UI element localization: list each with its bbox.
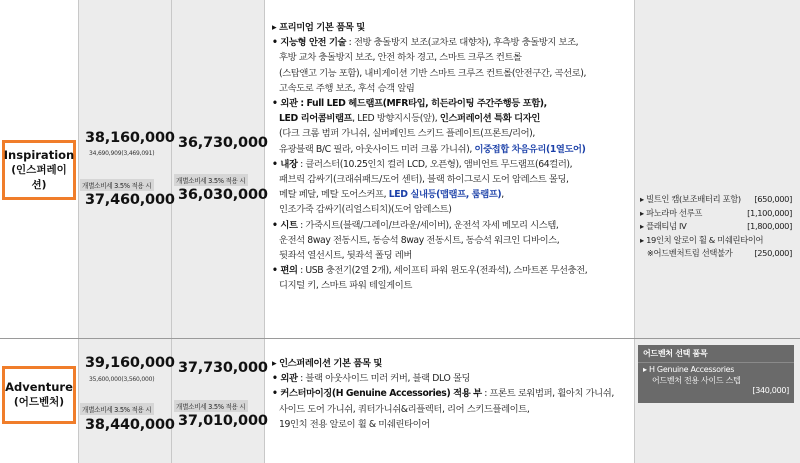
feature-highlight: LED 실내등(맵램프, 룸램프) xyxy=(388,189,502,201)
feature-text: : 가죽시트(블랙/그레이/브라운/세이버), 운전석 자세 메모리 시스템, xyxy=(297,219,559,231)
option-price: [1,800,000] xyxy=(747,221,792,232)
option-price: [250,000] xyxy=(754,248,792,259)
option-price: [1,100,000] xyxy=(747,207,792,218)
feature-heading: ▸ 인스퍼레이션 기본 품목 및 xyxy=(272,358,383,369)
feature-text: (다크 크롬 범퍼 가니쉬, 실버페인트 스키드 플레이트(프론트/리어), xyxy=(279,128,535,140)
adventure-option-price: [340,000] xyxy=(752,386,789,395)
feature-text: , xyxy=(501,189,504,201)
trim-label-adventure xyxy=(2,366,76,424)
feature-text: LED 리어콤비램프 xyxy=(279,113,353,125)
option-item xyxy=(640,247,792,261)
option-item xyxy=(640,207,792,221)
feature-text: : 클러스터(10.25인치 컬러 LCD, 오픈형), 앰비언트 무드램프(64컬러), xyxy=(297,158,573,170)
feature-text: 인조가죽 감싸기(리얼스티치)(도어 암레스트) xyxy=(279,204,452,216)
feature-text: 19인치 전용 알로이 휠 & 미쉐린타이어 xyxy=(279,418,430,430)
trim-name-en: Adventure xyxy=(5,380,73,394)
adventure-option-item: ▸ H Genuine Accessories xyxy=(643,365,735,374)
price-inspiration: 38,160,000 xyxy=(85,130,175,146)
option-label: ▸ 19인치 알로이 휠 & 미쉐린타이어 xyxy=(640,234,764,245)
adventure-option-box xyxy=(638,345,794,403)
feature-category: • 시트 xyxy=(272,219,298,231)
price-column xyxy=(78,0,171,463)
option-price: [650,000] xyxy=(754,194,792,204)
divider xyxy=(171,0,172,463)
option-label: ▸ 플래티넘 IV xyxy=(640,221,687,232)
tax-label-2: 개별소비세 3.5% 적용 시 xyxy=(174,400,248,412)
inspiration-option-list xyxy=(640,193,792,261)
option-label: ▸ 파노라마 선루프 xyxy=(640,207,703,218)
feature-category: • 내장 xyxy=(272,158,298,170)
trim-name-ko: (인스퍼레이션) xyxy=(11,163,67,191)
tax-label-2: 개별소비세 3.5% 적용 시 xyxy=(174,174,248,186)
divider xyxy=(264,0,265,463)
feature-text: : USB 충전기(2열 2개), 세이프티 파워 윈도우(전좌석), 스마트폰 무선충전, xyxy=(297,265,588,277)
row-divider xyxy=(0,338,800,339)
tax-label: 개별소비세 3.5% 적용 시 xyxy=(80,403,154,415)
feature-text: 메탈 페달, 메탈 도어스커프, xyxy=(279,189,389,201)
feature-category: • 커스터마이징(H Genuine Accessories) 적용 부 xyxy=(272,388,482,400)
price-tax-inspiration: 37,460,000 xyxy=(85,192,175,208)
feature-text: 인스퍼레이션 특화 디자인 xyxy=(439,113,540,125)
feature-category: • 외관 xyxy=(272,373,298,385)
adventure-option-title: 어드벤처 선택 품목 xyxy=(638,345,794,363)
feature-text: 운전석 8way 전동시트, 동승석 8way 전동시트, 동승석 워크인 디바이스, xyxy=(279,234,560,246)
option-item xyxy=(640,193,792,207)
option-label: ※어드벤처트림 선택불가 xyxy=(640,248,733,259)
feature-text: 패브릭 감싸기(크래쉬패드/도어 센터), 블랙 하이그로시 도어 암레스트 몰딩, xyxy=(279,174,569,186)
feature-text: 뒷좌석 열선시트, 뒷좌석 폴딩 레버 xyxy=(279,250,412,262)
divider xyxy=(78,0,79,463)
feature-category: • 외관 xyxy=(272,98,298,110)
trim-name-ko: (어드벤처) xyxy=(13,396,65,408)
option-item xyxy=(640,234,792,248)
feature-text: 고속도로 주행 보조, 후석 승객 알림 xyxy=(279,82,415,94)
feature-highlight: 이중접합 차음유리(1열도어) xyxy=(474,143,586,155)
tax-label: 개별소비세 3.5% 적용 시 xyxy=(80,179,154,191)
feature-text: (스탑앤고 기능 포함), 내비게이션 기반 스마트 크루즈 컨트롤(안전구간, 곡선로), xyxy=(279,67,587,79)
price-adventure: 39,160,000 xyxy=(85,355,175,371)
feature-text: : 전방 충돌방지 보조(교차로 대향차), 후측방 충돌방지 보조, xyxy=(346,37,579,49)
trim-label-inspiration xyxy=(2,140,76,200)
feature-text: : Full LED 헤드램프(MFR타입, 히든라이팅 주간주행등 포함), xyxy=(297,98,547,110)
feature-text: , LED 방향지시등(앞), xyxy=(352,113,440,125)
feature-category: • 편의 xyxy=(272,265,298,277)
price2-inspiration: 36,730,000 xyxy=(178,135,268,151)
feature-text: : 블랙 아웃사이드 미러 커버, 블랙 DLO 몰딩 xyxy=(297,373,471,385)
price2-tax-adventure: 37,010,000 xyxy=(178,413,268,429)
price-breakdown-adventure: 35,600,000(3,560,000) xyxy=(89,376,155,383)
price-column-2 xyxy=(171,0,264,463)
price2-tax-inspiration: 36,030,000 xyxy=(178,187,268,203)
price-breakdown-inspiration: 34,690,909(3,469,091) xyxy=(89,150,155,157)
feature-text: : 프론트 로워범퍼, 휠아치 가니쉬, xyxy=(481,388,614,400)
trim-name-en: Inspiration xyxy=(3,147,75,162)
price2-adventure: 37,730,000 xyxy=(178,360,268,376)
option-label: ▸ 빌트인 캠(보조배터리 포함) xyxy=(640,194,741,204)
feature-text: 유광블랙 B/C 필라, 아웃사이드 미러 크롬 가니쉬), xyxy=(279,143,475,155)
feature-text: 후방 교차 충돌방지 보조, 안전 하차 경고, 스마트 크루즈 컨트롤 xyxy=(279,52,522,64)
adventure-option-item: 어드벤처 전용 사이드 스텝 xyxy=(652,375,741,385)
inspiration-feature-list xyxy=(272,20,632,294)
option-item xyxy=(640,220,792,234)
feature-category: • 지능형 안전 기술 xyxy=(272,37,347,49)
feature-text: 디지털 키, 스마트 파워 테일게이트 xyxy=(279,280,412,292)
price-tax-adventure: 38,440,000 xyxy=(85,417,175,433)
divider xyxy=(634,0,635,463)
adventure-feature-list xyxy=(272,356,632,432)
feature-text: 사이드 도어 가니쉬, 쿼터가니쉬&리플렉터, 리어 스키드플레이트, xyxy=(279,403,530,415)
feature-heading: ▸ 프리미엄 기본 품목 및 xyxy=(272,22,365,33)
